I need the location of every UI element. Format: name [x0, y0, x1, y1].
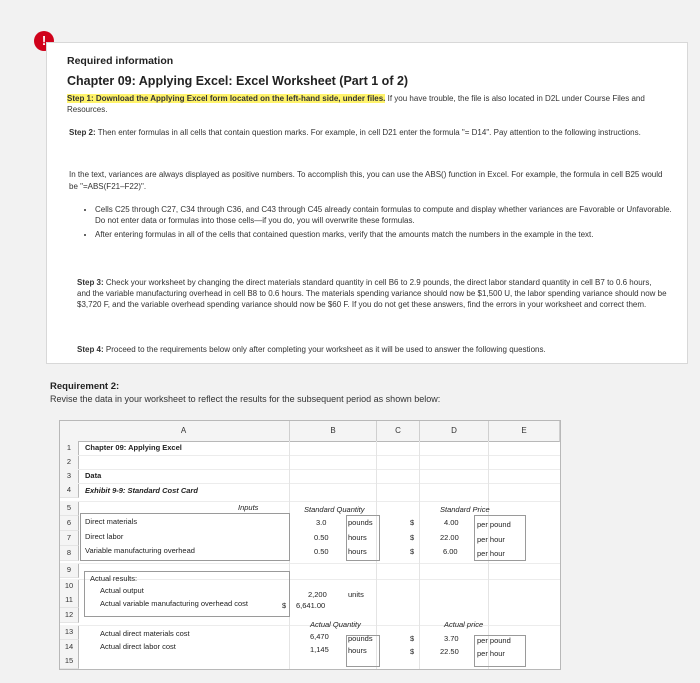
row-number[interactable]: 14 [60, 640, 79, 655]
cell-dollar14[interactable]: $ [410, 634, 415, 643]
step1-rest: If you have trouble, the file is also located in D2L under Course Files and Resources. [67, 94, 645, 114]
col-header-a[interactable]: A [78, 421, 290, 442]
cell-a12[interactable]: Actual variable manufacturing overhead cost [100, 599, 249, 608]
cell-e8[interactable]: per hour [477, 549, 505, 558]
cell-d7[interactable]: 22.00 [440, 533, 459, 542]
row-number[interactable]: 5 [60, 501, 79, 516]
cell-e14[interactable]: per pound [477, 636, 511, 645]
requirement-title: Requirement 2: [50, 381, 120, 392]
cell-b13[interactable]: Actual Quantity [310, 620, 361, 629]
step4-text [77, 344, 667, 355]
row-number[interactable]: 3 [60, 469, 79, 484]
cell-c15[interactable]: hours [348, 646, 367, 655]
chapter-title: Chapter 09: Applying Excel: Excel Worksheet (Part 1 of 2) [67, 74, 409, 88]
row-number[interactable]: 2 [60, 455, 79, 470]
row-number[interactable]: 8 [60, 546, 79, 561]
row-number[interactable]: 15 [60, 654, 79, 669]
alert-icon: ! [34, 31, 54, 51]
step4-label: Step 4: [77, 345, 104, 354]
cell-d6[interactable]: 4.00 [444, 518, 459, 527]
cell-c11[interactable]: units [348, 590, 364, 599]
step1-text [67, 93, 677, 115]
col-header-c[interactable]: C [377, 421, 420, 442]
instruction-bullets [83, 204, 675, 243]
cell-d8[interactable]: 6.00 [443, 547, 458, 556]
step3-text [77, 277, 667, 310]
row-number[interactable]: 1 [60, 441, 79, 456]
step1-highlight: Step 1: Download the Applying Excel form located on the left-hand side, under files. [67, 94, 386, 103]
step2-text [69, 127, 669, 139]
requirement-text: Revise the data in your worksheet to reflect the results for the subsequent period as shown below: [50, 394, 441, 404]
col-header-d[interactable]: D [420, 421, 489, 442]
cell-a6[interactable]: Direct materials [85, 517, 138, 526]
step3-label: Step 3: [77, 278, 104, 287]
cell-b11[interactable]: 2,200 [308, 590, 327, 599]
cell-a3[interactable]: Data [85, 471, 102, 480]
cell-a14[interactable]: Actual direct materials cost [100, 629, 190, 638]
step4-body: Proceed to the requirements below only after completing your worksheet as it will be used to answer the following questions. [103, 345, 546, 354]
cell-e7[interactable]: per hour [477, 535, 505, 544]
bullet-item: • After entering formulas in all of the cells that contained question marks, verify that the amounts match the numbers in the example in the text. [95, 229, 675, 240]
cell-a1[interactable]: Chapter 09: Applying Excel [85, 443, 182, 452]
worksheet [59, 420, 561, 670]
step2-label: Step 2: [69, 128, 96, 137]
step3-body: Check your worksheet by changing the direct materials standard quantity in cell B6 to 2.9 pounds, the direct labor standard quantity in cell B7 to 0.6 hours, and the variable manufacturing overhead in cell B8 to 0.6 hours. The materials spending variance should now be $1,500 U, the labor spending variance should now be $3,720 F, and the variable overhead spending variance should now be $60 F. If you do not get these answers, find the errors in your worksheet and correct them. [77, 278, 667, 309]
row-number[interactable]: 7 [60, 531, 79, 546]
cell-b6[interactable]: 3.0 [316, 518, 327, 527]
row-number[interactable]: 6 [60, 516, 79, 531]
cell-b8[interactable]: 0.50 [314, 547, 329, 556]
cell-d5[interactable]: Standard Price [440, 505, 490, 514]
cell-b7[interactable]: 0.50 [314, 533, 329, 542]
row-number[interactable]: 13 [60, 625, 79, 640]
row-number[interactable]: 10 [60, 579, 79, 594]
row-number[interactable]: 11 [60, 593, 79, 608]
row-number[interactable]: 12 [60, 608, 79, 623]
cell-dollar8[interactable]: $ [410, 547, 415, 556]
col-header-e[interactable]: E [489, 421, 560, 442]
cell-d14[interactable]: 3.70 [444, 634, 459, 643]
cell-a10[interactable]: Actual results: [90, 574, 138, 583]
cell-c6[interactable]: pounds [348, 518, 373, 527]
cell-a7[interactable]: Direct labor [85, 532, 124, 541]
step2-body: Then enter formulas in all cells that contain question marks. For example, in cell D21 enter the formula "= D14". Pay attention to the following instructions. [95, 128, 641, 137]
cell-e15[interactable]: per hour [477, 649, 505, 658]
corner-cell [60, 421, 79, 442]
cell-a4[interactable]: Exhibit 9-9: Standard Cost Card [85, 486, 198, 495]
cell-e6[interactable]: per pound [477, 520, 511, 529]
cell-d13[interactable]: Actual price [444, 620, 484, 629]
variance-note: In the text, variances are always displayed as positive numbers. To accomplish this, you can use the ABS() function in Excel. For example, the formula in cell B25 would be "=ABS(F21–F22)". [69, 170, 663, 191]
cell-a15[interactable]: Actual direct labor cost [100, 642, 176, 651]
instructions-card [46, 42, 688, 364]
cell-dollar7[interactable]: $ [410, 533, 415, 542]
cell-dollar6[interactable]: $ [410, 518, 415, 527]
bullet-item: • Cells C25 through C27, C34 through C36, and C43 through C45 already contain formulas to compute and display whether variances are Favorable or Unfavorable. Do not enter data or formulas into those cells—if you do, you will overwrite these formulas. [95, 204, 675, 226]
col-header-b[interactable]: B [290, 421, 377, 442]
cell-b14[interactable]: 6,470 [310, 632, 329, 641]
cell-a8[interactable]: Variable manufacturing overhead [85, 546, 195, 555]
cell-b12-dollar[interactable]: $ [282, 601, 287, 610]
cell-d15[interactable]: 22.50 [440, 647, 459, 656]
cell-c8[interactable]: hours [348, 547, 367, 556]
cell-c14[interactable]: pounds [348, 634, 373, 643]
cell-dollar15[interactable]: $ [410, 647, 415, 656]
cell-b15[interactable]: 1,145 [310, 645, 329, 654]
cell-b5[interactable]: Standard Quantity [304, 505, 365, 514]
cell-a5[interactable]: Inputs [238, 503, 259, 512]
row-number[interactable]: 4 [60, 483, 79, 498]
cell-a11[interactable]: Actual output [100, 586, 144, 595]
grid-line [419, 441, 420, 669]
cell-c7[interactable]: hours [348, 533, 367, 542]
cell-b12[interactable]: 6,641.00 [296, 601, 326, 610]
required-info-label: Required information [67, 55, 174, 67]
row-number[interactable]: 9 [60, 563, 79, 578]
